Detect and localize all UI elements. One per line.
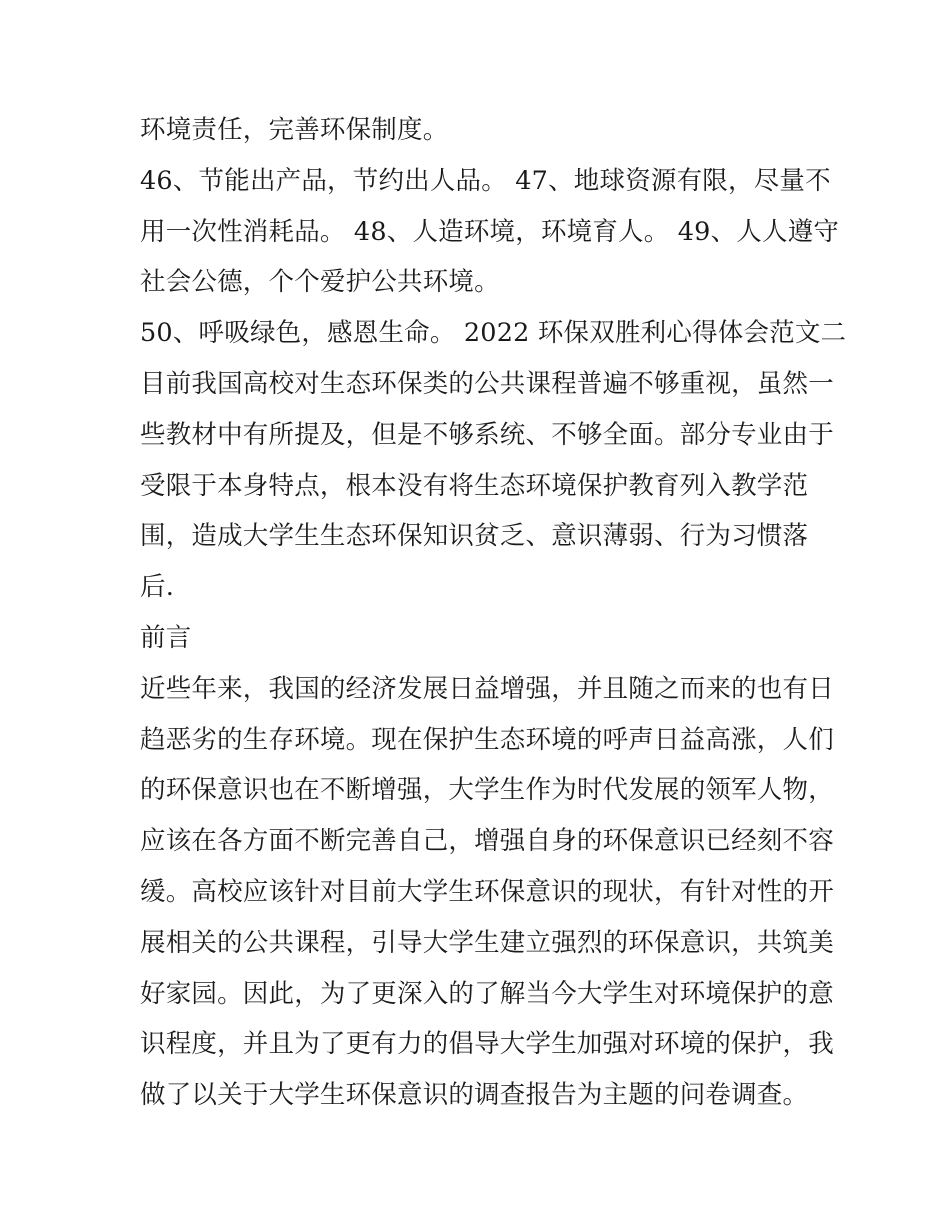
text-line: 社会公德，个个爱护公共环境。 (140, 267, 500, 298)
text-line: 缓。高校应该针对目前大学生环保意识的现状，有针对性的开 (140, 876, 834, 907)
text-line: 受限于本身特点，根本没有将生态环境保护教育列入教学范 (140, 470, 809, 501)
text-line: 近些年来，我国的经济发展日益增强，并且随之而来的也有日 (140, 673, 834, 704)
text-line: 趋恶劣的生存环境。现在保护生态环境的呼声日益高涨，人们 (140, 724, 834, 755)
text-line: 识程度，并且为了更有力的倡导大学生加强对环境的保护，我 (140, 1029, 834, 1060)
text-line: 50、呼吸绿色，感恩生命。 2022 环保双胜利心得体会范文二 (140, 318, 847, 349)
text-line: 些教材中有所提及，但是不够系统、不够全面。部分专业由于 (140, 419, 834, 450)
text-line: 后. (140, 572, 175, 603)
text-line: 用一次性消耗品。 48、人造环境，环境育人。 49、人人遵守 (140, 216, 840, 247)
text-line: 做了以关于大学生环保意识的调查报告为主题的问卷调查。 (140, 1080, 809, 1111)
text-line: 的环保意识也在不断增强，大学生作为时代发展的领军人物， (140, 775, 834, 806)
text-line: 好家园。因此，为了更深入的了解当今大学生对环境保护的意 (140, 978, 834, 1009)
document-page (140, 112, 847, 1128)
text-line: 应该在各方面不断完善自己，增强自身的环保意识已经刻不容 (140, 826, 834, 857)
text-line: 展相关的公共课程，引导大学生建立强烈的环保意识，共筑美 (140, 927, 834, 958)
text-line: 46、节能出产品，节约出人品。 47、地球资源有限，尽量不 (140, 165, 831, 196)
text-line: 前言 (140, 622, 192, 653)
text-line: 围，造成大学生生态环保知识贫乏、意识薄弱、行为习惯落 (140, 521, 809, 552)
text-line: 环境责任，完善环保制度。 (140, 115, 449, 145)
text-line: 目前我国高校对生态环保类的公共课程普遍不够重视，虽然一 (140, 368, 834, 399)
